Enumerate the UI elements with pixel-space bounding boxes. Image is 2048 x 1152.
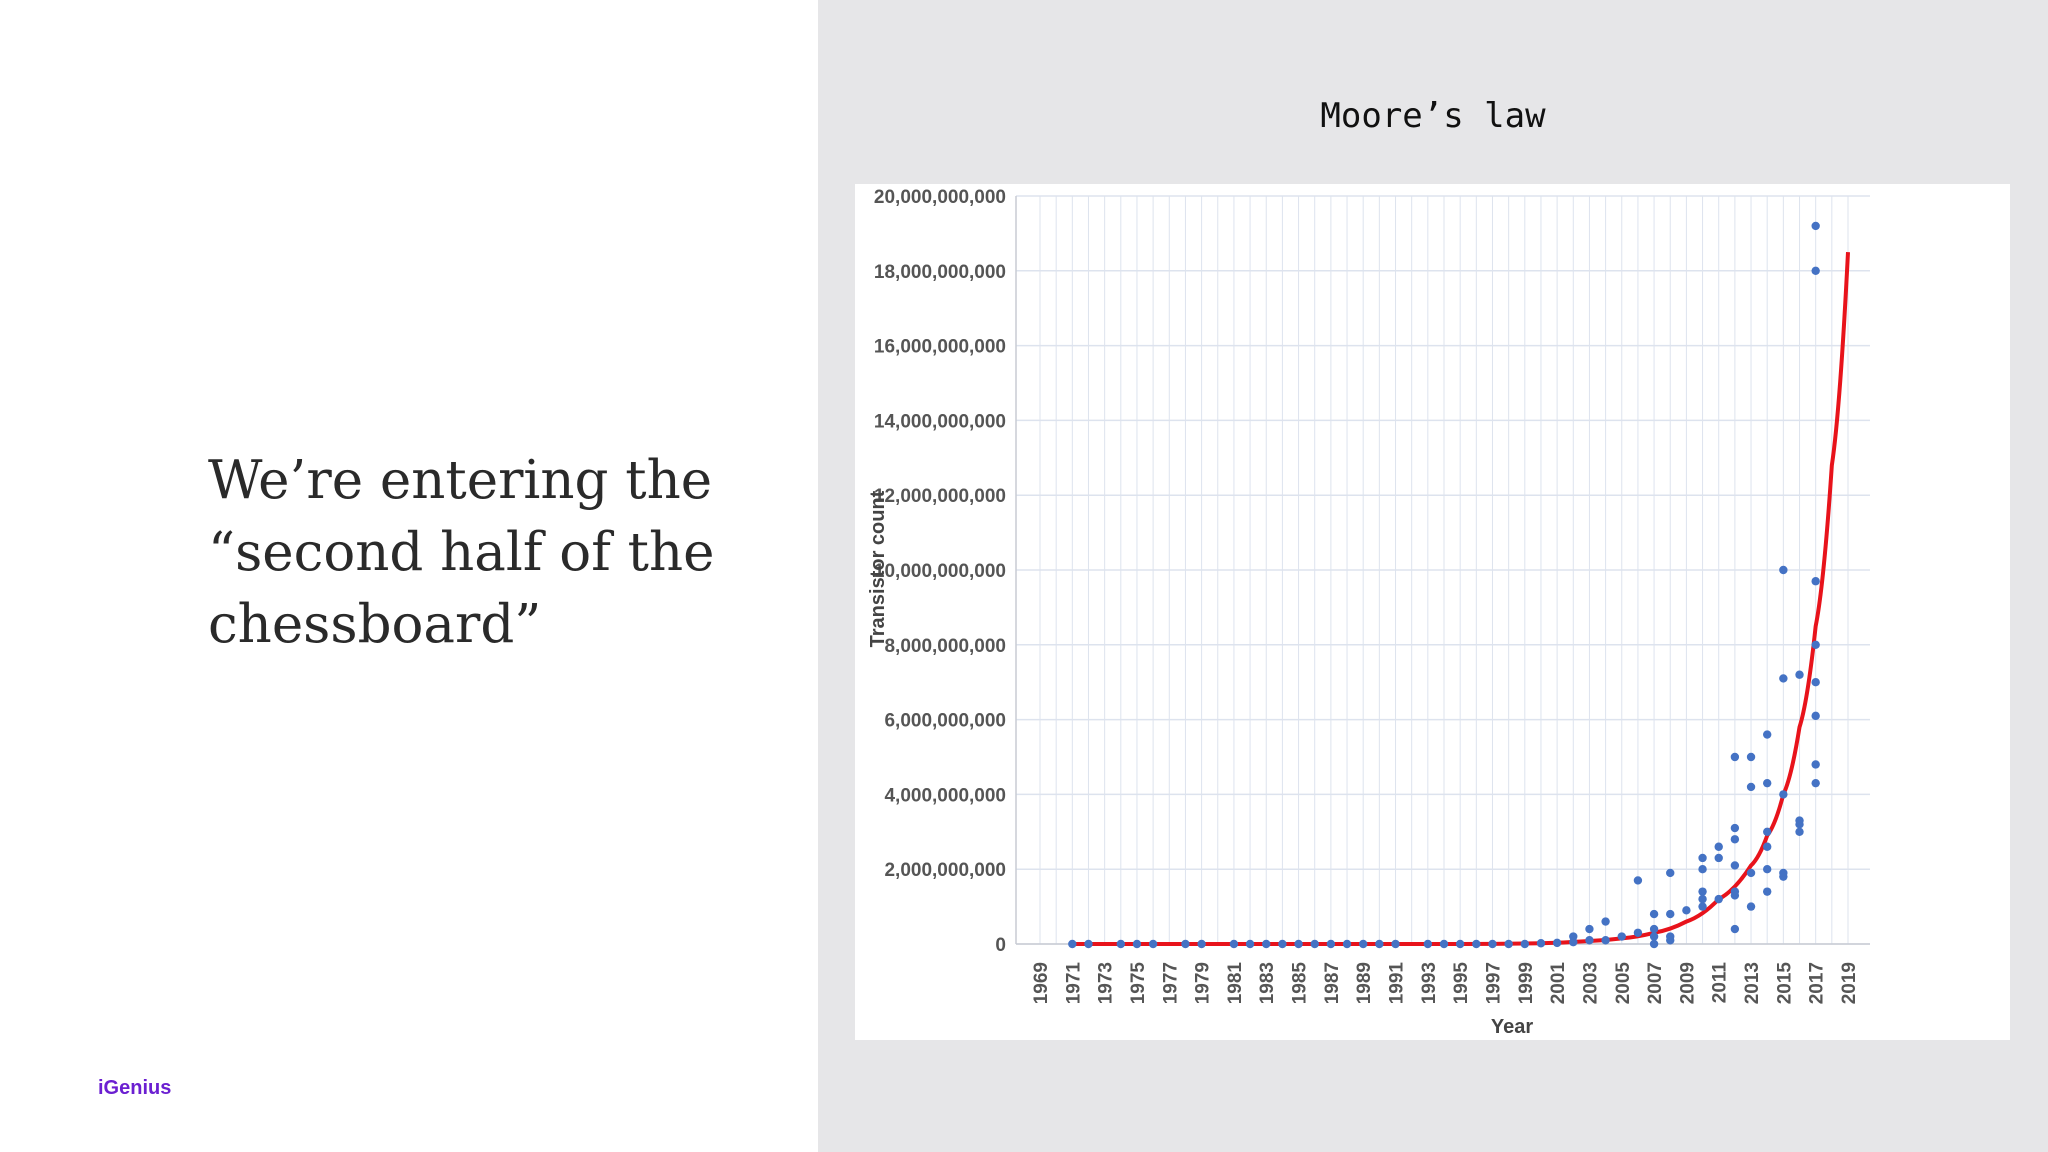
x-tick-label: 1975 [1127, 962, 1149, 1005]
data-point [1327, 940, 1335, 948]
data-point [1278, 940, 1286, 948]
data-point [1084, 940, 1092, 948]
x-tick-label: 1987 [1321, 962, 1343, 1005]
data-point [1650, 940, 1658, 948]
data-point [1763, 779, 1771, 787]
quote-panel [0, 0, 818, 1152]
data-point [1763, 887, 1771, 895]
x-tick-label: 1977 [1160, 962, 1182, 1005]
x-tick-label: 2003 [1580, 962, 1602, 1005]
data-point [1504, 940, 1512, 948]
data-point [1488, 940, 1496, 948]
data-point [1763, 828, 1771, 836]
x-tick-label: 1983 [1257, 962, 1279, 1005]
data-point [1731, 861, 1739, 869]
x-tick-label: 1979 [1192, 962, 1214, 1005]
data-point [1230, 940, 1238, 948]
data-point [1472, 940, 1480, 948]
data-point [1747, 869, 1755, 877]
data-point [1650, 925, 1658, 933]
x-tick-label: 2015 [1774, 962, 1796, 1005]
data-point [1311, 940, 1319, 948]
data-point [1634, 929, 1642, 937]
x-tick-label: 2013 [1742, 962, 1764, 1005]
x-tick-label: 2009 [1677, 962, 1699, 1005]
data-point [1601, 917, 1609, 925]
x-tick-label: 2007 [1645, 962, 1667, 1005]
data-point [1246, 940, 1254, 948]
data-point [1343, 940, 1351, 948]
data-point [1698, 887, 1706, 895]
x-tick-label: 1999 [1515, 962, 1537, 1005]
chart-container [855, 184, 2010, 1040]
x-tick-label: 1973 [1095, 962, 1117, 1005]
data-point [1747, 753, 1755, 761]
data-point [1650, 932, 1658, 940]
data-point [1666, 910, 1674, 918]
x-tick-label: 1995 [1451, 962, 1473, 1005]
data-point [1795, 816, 1803, 824]
data-point [1618, 932, 1626, 940]
x-tick-label: 2011 [1709, 962, 1731, 1004]
data-point [1456, 940, 1464, 948]
data-point [1537, 939, 1545, 947]
data-point [1634, 876, 1642, 884]
y-tick-label: 6,000,000,000 [884, 710, 1006, 732]
x-tick-label: 1989 [1354, 962, 1376, 1005]
brand-logo: iGenius [98, 1077, 172, 1099]
data-point [1585, 925, 1593, 933]
x-tick-labels [1031, 962, 1860, 1005]
y-tick-label: 4,000,000,000 [884, 785, 1006, 807]
data-point [1585, 936, 1593, 944]
x-tick-label: 1985 [1289, 962, 1311, 1005]
x-tick-label: 1997 [1483, 962, 1505, 1005]
scatter-chart [855, 184, 2010, 1040]
quote-line: chessboard” [208, 594, 542, 655]
chart-title: Moore’s law [1320, 96, 1546, 136]
data-point [1747, 902, 1755, 910]
data-point [1117, 940, 1125, 948]
data-point [1779, 674, 1787, 682]
data-point [1666, 932, 1674, 940]
y-tick-label: 10,000,000,000 [873, 561, 1006, 582]
y-tick-label: 14,000,000,000 [873, 411, 1006, 433]
data-point [1698, 895, 1706, 903]
grid-lines [1016, 196, 1870, 944]
data-point [1811, 577, 1819, 585]
x-tick-label: 1969 [1031, 962, 1052, 1005]
data-point [1811, 641, 1819, 649]
chart-panel [818, 0, 2048, 1152]
y-tick-label: 20,000,000,000 [873, 187, 1006, 208]
data-point [1731, 887, 1739, 895]
x-tick-label: 1991 [1386, 962, 1408, 1005]
data-point [1133, 940, 1141, 948]
data-point [1715, 854, 1723, 862]
data-point [1521, 940, 1529, 948]
x-tick-label: 1981 [1224, 962, 1246, 1005]
data-point [1715, 895, 1723, 903]
data-point [1375, 940, 1383, 948]
x-tick-label: 2001 [1548, 962, 1570, 1005]
y-tick-label: 2,000,000,000 [884, 860, 1006, 882]
quote-text [208, 445, 728, 661]
data-point [1811, 760, 1819, 768]
y-tick-label: 0 [995, 935, 1006, 956]
x-axis-label: Year [1490, 1016, 1534, 1038]
y-tick-label: 12,000,000,000 [873, 486, 1006, 508]
data-point [1795, 671, 1803, 679]
data-point [1424, 940, 1432, 948]
data-point [1068, 940, 1076, 948]
y-tick-label: 8,000,000,000 [884, 635, 1006, 657]
x-tick-label: 2019 [1839, 962, 1860, 1005]
data-point [1569, 932, 1577, 940]
data-point [1698, 865, 1706, 873]
data-point [1795, 828, 1803, 836]
data-point [1731, 835, 1739, 843]
y-tick-label: 18,000,000,000 [873, 261, 1006, 283]
data-point [1811, 267, 1819, 275]
y-axis-label: Transistor count [867, 490, 889, 648]
data-point [1811, 779, 1819, 787]
y-tick-label: 16,000,000,000 [873, 336, 1006, 358]
data-point [1763, 865, 1771, 873]
data-point [1294, 940, 1302, 948]
data-point [1262, 940, 1270, 948]
data-point [1181, 940, 1189, 948]
x-tick-label: 1993 [1418, 962, 1440, 1005]
x-tick-label: 2017 [1806, 962, 1828, 1005]
data-point [1763, 730, 1771, 738]
data-point [1391, 940, 1399, 948]
data-point [1779, 790, 1787, 798]
data-point [1601, 936, 1609, 944]
data-point [1698, 854, 1706, 862]
data-point [1779, 869, 1787, 877]
data-point [1779, 566, 1787, 574]
data-point [1650, 910, 1658, 918]
x-tick-label: 2005 [1612, 962, 1634, 1005]
data-point [1731, 753, 1739, 761]
data-point [1440, 940, 1448, 948]
y-tick-labels [874, 187, 1006, 956]
data-point [1715, 843, 1723, 851]
data-point [1811, 222, 1819, 230]
data-point [1731, 925, 1739, 933]
data-point [1811, 712, 1819, 720]
data-point [1666, 869, 1674, 877]
data-point [1698, 902, 1706, 910]
data-point [1747, 783, 1755, 791]
data-point [1731, 824, 1739, 832]
quote-line: We’re entering the [208, 450, 713, 511]
x-tick-label: 1971 [1063, 962, 1085, 1005]
data-point [1359, 940, 1367, 948]
data-point [1763, 843, 1771, 851]
data-point [1811, 678, 1819, 686]
quote-line: “second half of the [208, 522, 715, 583]
data-point [1682, 906, 1690, 914]
data-point [1149, 940, 1157, 948]
data-point [1553, 939, 1561, 947]
data-point [1197, 940, 1205, 948]
